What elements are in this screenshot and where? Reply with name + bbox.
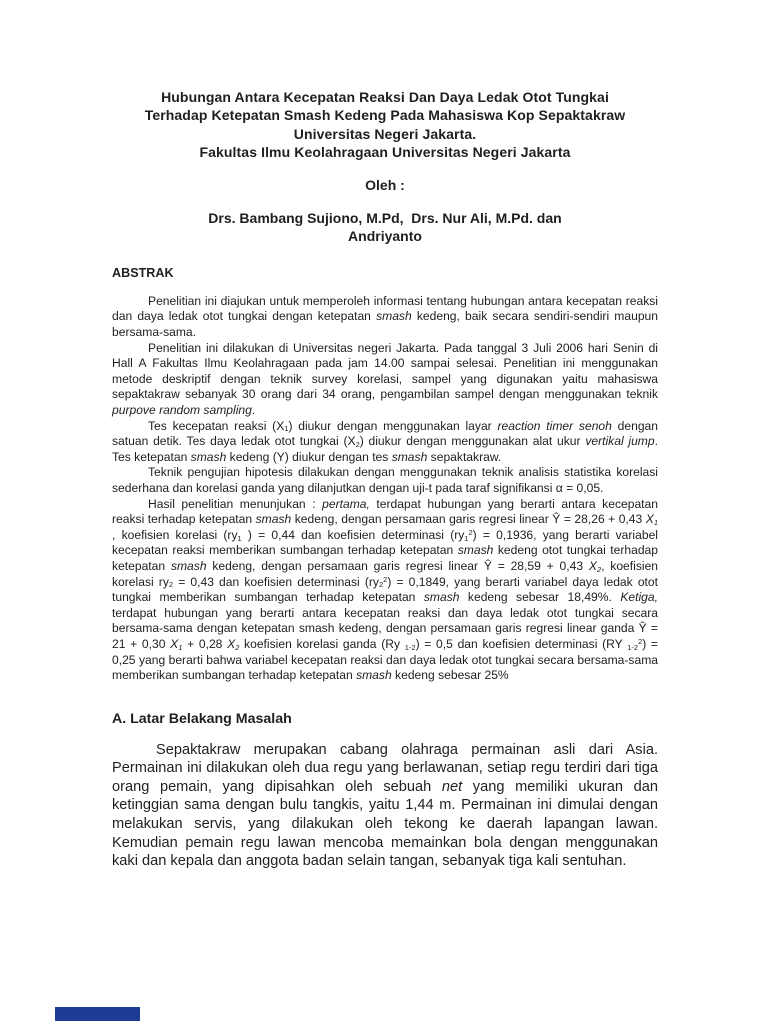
page-content — [112, 0, 658, 871]
authors-line-2: Andriyanto — [348, 228, 422, 245]
section-a-body — [112, 741, 658, 871]
authors-line-1: Drs. Bambang Sujiono, M.Pd, Drs. Nur Ali, M.Pd. dan — [208, 210, 562, 227]
title-line-3: Universitas Negeri Jakarta. — [293, 125, 477, 142]
section-a-paragraph: Sepaktakraw merupakan cabang olahraga permainan asli dari Asia. Permainan ini dilakukan oleh dua regu yang berlawanan, setiap regu terdiri dari tiga orang pemain, yang dipisahkan oleh sebuah net yang memiliki ukuran dan ketinggian sama dengan bulu tangkis, yaitu 1,44 m. Permainan ini dimulai dengan melakukan servis, yang dilakukan oleh tekong ke daerah lapangan lawan. Kemudian pemain regu lawan mencoba memainkan bola dengan menggunakan kaki dan kepala dan anggota badan selain tangan, sebanyak tiga kali sentuhan. — [112, 741, 658, 870]
abstract-paragraph-3: Tes kecepatan reaksi $(X_1)$ diukur dengan menggunakan layar reaction timer senoh dengan satuan detik. Tes daya ledak otot tungkai $(X_2)$ diukur dengan menggunakan alat ukur vertikal jump. Tes ketepatan smash kedeng (Y) diukur dengan tes smash sepaktakraw. — [112, 418, 658, 464]
document-title — [112, 88, 658, 162]
abstract-body — [112, 294, 658, 684]
abstract-paragraph-2: Penelitian ini dilakukan di Universitas negeri Jakarta. Pada tanggal 3 Juli 2006 hari Senin di Hall A Fakultas Ilmu Keolahragaan pada jam 14.00 sampai selesai. Penelitian ini menggunakan metode deskriptif dengan teknik survey korelasi, sampel yang digunakan yaitu mahasiswa sepaktakraw sebanyak 30 orang dari 34 orang, pengambilan sampel dengan menggunakan teknik purpove random sampling. — [112, 340, 658, 417]
byline-label: Oleh : — [365, 176, 405, 193]
abstract-paragraph-1: Penelitian ini diajukan untuk memperoleh informasi tentang hubungan antara kecepatan reaksi dan daya ledak otot tungkai dengan ketepatan smash kedeng, baik secara sendiri-sendiri maupun bersama-sama. — [112, 293, 658, 340]
page-footer-accent-bar — [55, 1007, 140, 1021]
section-a-heading: A. Latar Belakang Masalah — [112, 710, 292, 727]
title-line-2: Terhadap Ketepatan Smash Kedeng Pada Mahasiswa Kop Sepaktakraw — [144, 107, 626, 124]
abstract-paragraph-5: Hasil penelitian menunjukan : pertama, terdapat hubungan yang berarti antara kecepatan reaksi terhadap ketepatan smash kedeng, dengan persamaan garis regresi linear Ŷ = 28,26 + 0,43 $X_1$ , koefisien korelasi ($ry_1$ ) = 0,44 dan koefisien determinasi $(ry_1^2) = 0,1936$, yang berarti variabel kecepatan reaksi memberikan sumbangan terhadap ketepatan smash kedeng otot tungkai terhadap ketepatan smash kedeng, dengan persamaan garis regresi linear Ŷ = 28,59 + 0,43 $X_2$, koefisien korelasi $ry_2 = 0,43$ dan koefisien determinasi $(ry_2^2) = 0,1849$, yang berarti variabel daya ledak otot tungkai memberikan sumbangan terhadap ketepatan smash kedeng sebesar 18,49%. Ketiga, terdapat hubungan yang berarti antara kecepatan reaksi dan daya ledak otot tungkai secara bersama-sama dengan ketepatan smash kedeng, dengan persamaan garis regresi linear ganda Ŷ = 21 + 0,30 $X_1 + 0,28$ $X_2$ koefisien korelasi ganda (Ry $_{1-2}$) = 0,5 dan koefisien determinasi (RY $_{1-2}^2$) = 0,25 yang berarti bahwa variabel kecepatan reaksi dan daya ledak otot tungkai secara bersama-sama memberikan sumbangan terhadap ketepatan smash kedeng sebesar 25% — [112, 496, 659, 683]
abstract-paragraph-4: Teknik pengujian hipotesis dilakukan dengan menggunakan teknik analisis statistika korelasi sederhana dan korelasi ganda yang dilanjutkan dengan uji-t pada taraf signifikansi α = 0,05. — [112, 465, 658, 495]
title-line-4: Fakultas Ilmu Keolahragaan Universitas Negeri Jakarta — [199, 144, 571, 161]
authors-block — [112, 209, 658, 246]
title-line-1: Hubungan Antara Kecepatan Reaksi Dan Daya Ledak Otot Tungkai — [161, 89, 609, 105]
abstract-heading: ABSTRAK — [112, 265, 174, 280]
